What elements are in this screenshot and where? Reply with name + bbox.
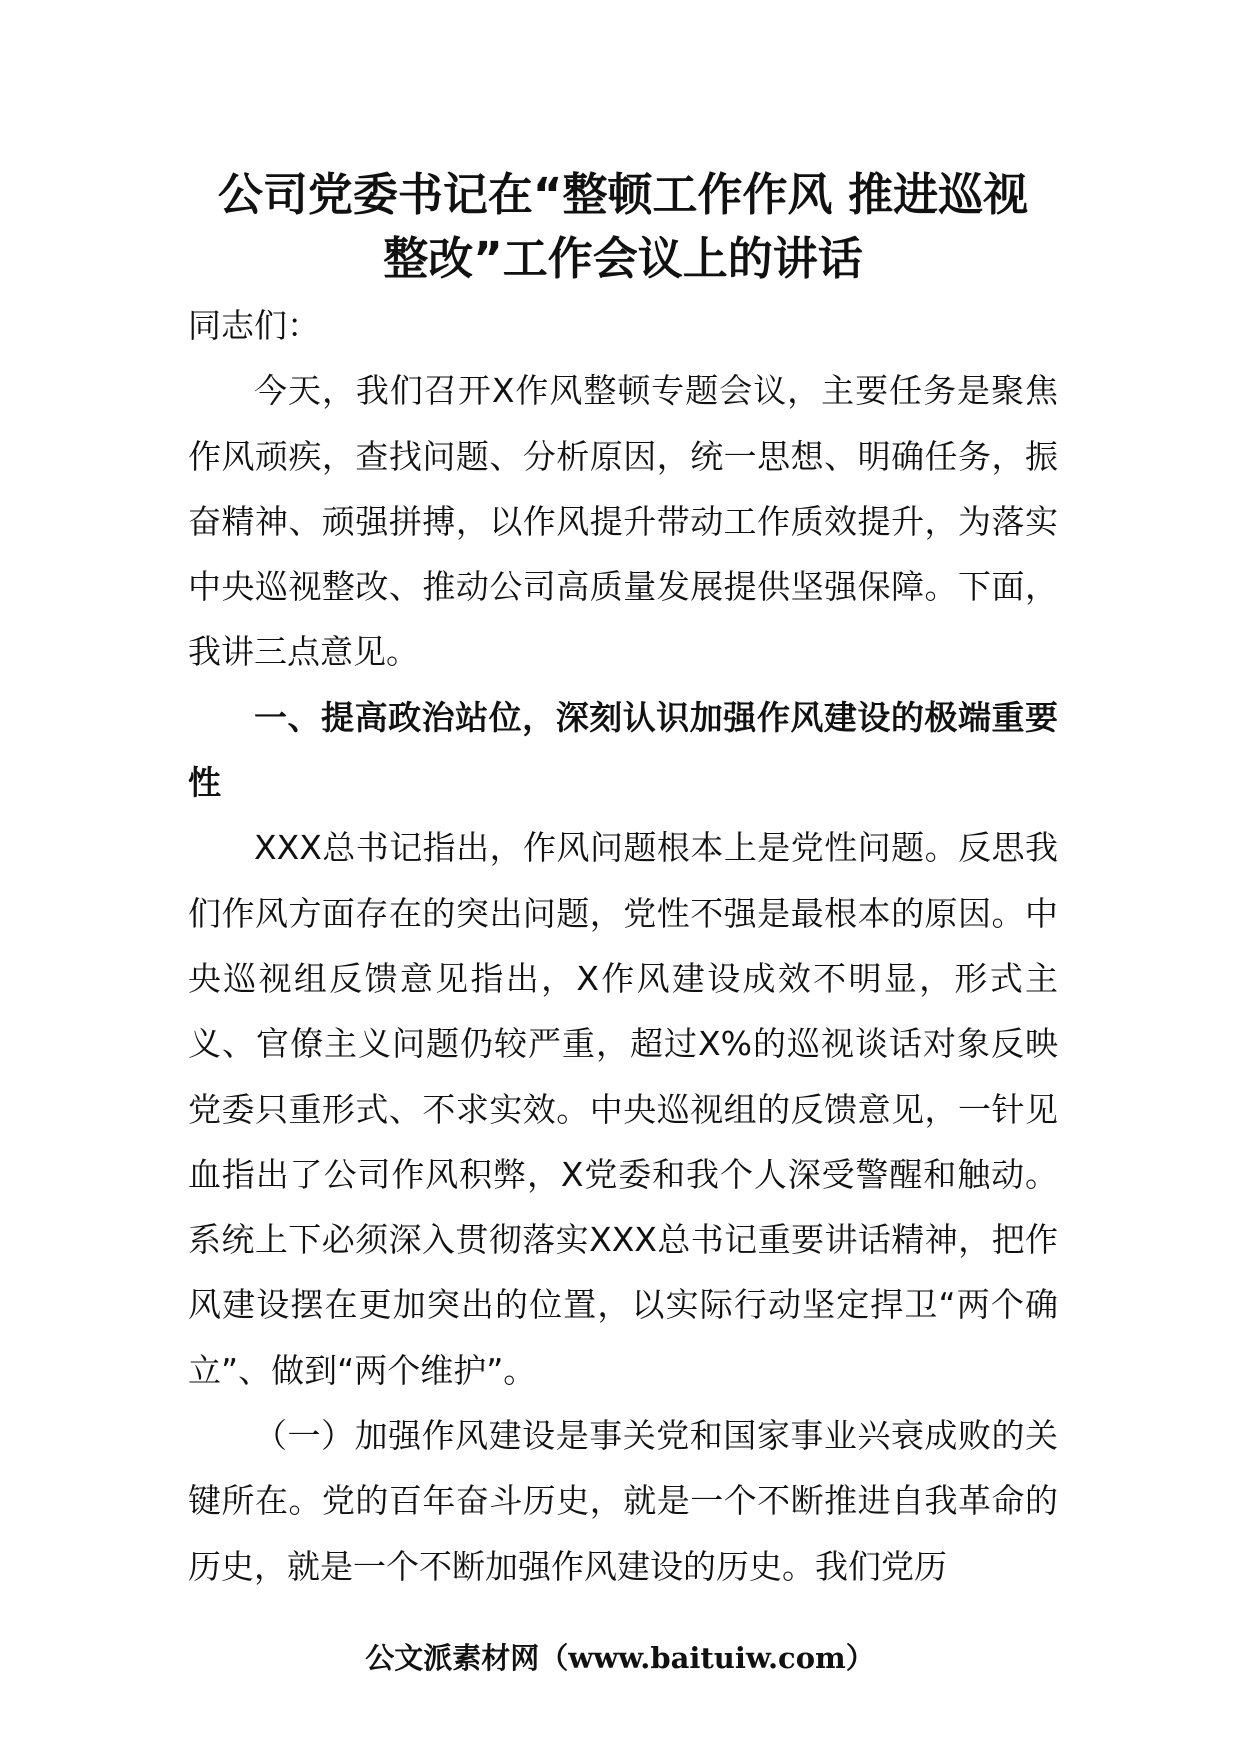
document-body	[188, 293, 1058, 1599]
document-page	[188, 163, 1058, 1599]
paragraph-subsection1: （一）加强作风建设是事关党和国家事业兴衰成败的关键所在。党的百年奋斗历史，就是一个不断推进自我革命的历史，就是一个不断加强作风建设的历史。我们党历	[188, 1416, 1058, 1586]
paragraph-section1: XXX总书记指出，作风问题根本上是党性问题。反思我们作风方面存在的突出问题，党性不强是最根本的原因。中央巡视组反馈意见指出，X作风建设成效不明显，形式主义、官僚主义问题仍较严重，超过X%的巡视谈话对象反映党委只重形式、不求实效。中央巡视组的反馈意见，一针见血指出了公司作风积弊，X党委和我个人深受警醒和触动。系统上下必须深入贯彻落实XXX总书记重要讲话精神，把作风建设摆在更加突出的位置，以实际行动坚定捍卫“两个确立”、做到“两个维护”。	[188, 828, 1058, 1390]
paragraph-intro: 今天，我们召开X作风整顿专题会议，主要任务是聚焦作风顽疾，查找问题、分析原因，统一思想、明确任务，振奋精神、顽强拼搏，以作风提升带动工作质效提升，为落实中央巡视整改、推动公司高质量发展提供坚强保障。下面，我讲三点意见。	[188, 371, 1058, 672]
section-heading-1: 一、提高政治站位，深刻认识加强作风建设的极端重要性	[188, 697, 1058, 803]
title-line-1: 公司党委书记在“整顿工作作风 推进巡视	[217, 168, 1029, 221]
title-line-2: 整改”工作会议上的讲话	[383, 232, 863, 285]
document-title	[188, 163, 1058, 291]
footer-watermark: 公文派素材网（www.baituiw.com）	[365, 1641, 875, 1675]
salutation: 同志们：	[188, 306, 320, 345]
